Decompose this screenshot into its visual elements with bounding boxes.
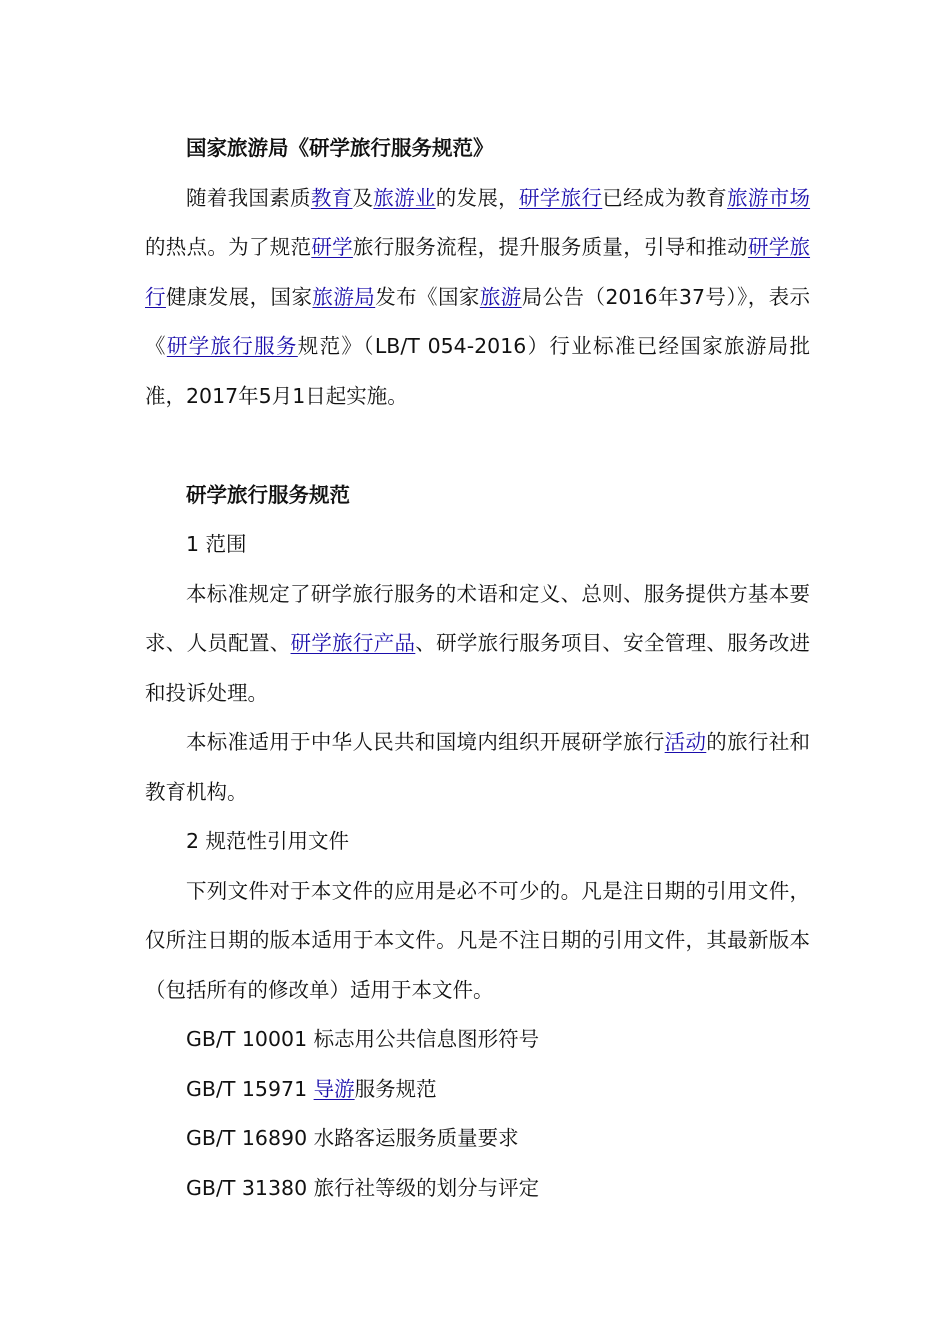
notice-paragraph	[145, 174, 810, 422]
section-2-heading: 2 规范性引用文件	[186, 829, 350, 853]
scope-paragraph-1	[145, 570, 810, 719]
link-tourism-industry[interactable]: 旅游业	[373, 185, 436, 210]
text-run: 健康发展，国家	[165, 284, 313, 309]
text-run: 本标准适用于中华人民共和国境内组织开展研学旅行	[186, 730, 665, 754]
section-1-heading: 1 范围	[186, 532, 247, 556]
text-run: 服务规范	[354, 1076, 437, 1101]
text-run: 规范》（LB/T 054-2016）行业标准已经国家旅游局批准，2017年5月1日起实施。	[145, 334, 810, 408]
reference-item-3: GB/T 16890 水路客运服务质量要求	[186, 1126, 519, 1150]
text-run: 本标准规定了研学旅行服务的术语和定义、总则、服务提供方基本要求、人员配置、	[145, 581, 810, 655]
text-run: 的热点。为了规范	[145, 235, 312, 259]
document-body	[145, 124, 810, 1213]
reference-item-1: GB/T 10001 标志用公共信息图形符号	[186, 1027, 540, 1051]
link-tourism[interactable]: 旅游	[479, 284, 522, 309]
references-paragraph: 下列文件对于本文件的应用是必不可少的。凡是注日期的引用文件，仅所注日期的版本适用于本文件。凡是不注日期的引用文件，其最新版本（包括所有的修改单）适用于本文件。	[145, 878, 810, 1002]
link-study-travel-2[interactable]: 研学旅行	[145, 235, 811, 309]
reference-item-4: GB/T 31380 旅行社等级的划分与评定	[186, 1175, 540, 1200]
link-tour-guide[interactable]: 导游	[313, 1076, 355, 1101]
link-tourism-bureau[interactable]: 旅游局	[312, 284, 376, 309]
link-education[interactable]: 教育	[310, 185, 353, 210]
text-run: 及	[352, 185, 374, 210]
scope-paragraph-2	[145, 718, 810, 817]
text-run: GB/T 15971	[186, 1076, 314, 1101]
link-study-travel-service[interactable]: 研学旅行服务	[166, 334, 298, 358]
text-run: 旅行服务流程，提升服务质量，引导和推动	[352, 235, 748, 259]
notice-title: 国家旅游局《研学旅行服务规范》	[186, 136, 494, 160]
standard-title: 研学旅行服务规范	[186, 482, 350, 507]
text-run: 局公告（2016年37号）》，表示《	[145, 284, 811, 358]
reference-item-2	[145, 1065, 810, 1115]
text-run: 、研学旅行服务项目、安全管理、服务改进和投诉处理。	[145, 631, 811, 705]
text-run: 的发展，	[435, 185, 519, 210]
text-run: 已经成为教育	[602, 185, 728, 210]
link-tourism-market[interactable]: 旅游市场	[727, 185, 811, 210]
section-gap	[145, 421, 810, 471]
text-run: 的旅行社和教育机构。	[145, 730, 811, 804]
link-activity[interactable]: 活动	[664, 730, 707, 754]
text-run: 随着我国素质	[186, 185, 311, 210]
text-run: 发布《国家	[375, 284, 480, 309]
link-study[interactable]: 研学	[311, 235, 353, 259]
link-study-travel[interactable]: 研学旅行	[519, 185, 603, 210]
link-study-travel-product[interactable]: 研学旅行产品	[290, 631, 416, 655]
